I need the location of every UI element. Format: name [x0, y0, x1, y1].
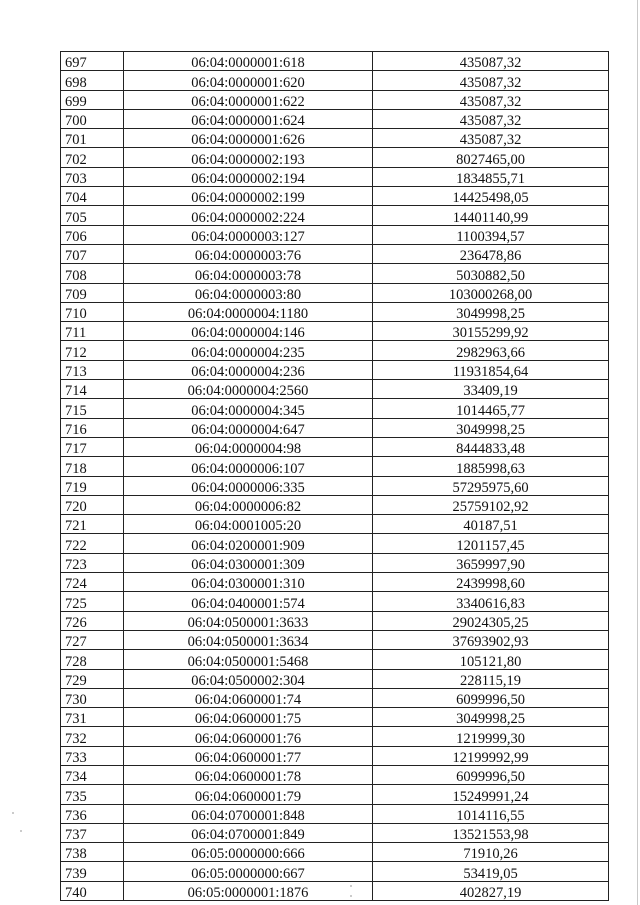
cadastral-value-cell: 6099996,50 [373, 688, 609, 707]
cadastral-number-cell: 06:04:0000001:624 [124, 109, 373, 128]
row-number-cell: 734 [61, 765, 124, 784]
cadastral-number-cell: 06:04:0300001:309 [124, 553, 373, 572]
row-number-cell: 736 [61, 804, 124, 823]
row-number-cell: 703 [61, 167, 124, 186]
cadastral-value-cell: 11931854,64 [373, 360, 609, 379]
row-number-cell: 724 [61, 573, 124, 592]
table-row [61, 302, 609, 321]
cadastral-value-cell: 3049998,25 [373, 418, 609, 437]
cadastral-number-cell: 06:04:0000004:236 [124, 360, 373, 379]
row-number-cell: 722 [61, 534, 124, 553]
cadastral-value-cell: 25759102,92 [373, 495, 609, 514]
table-row [61, 187, 609, 206]
row-number-cell: 733 [61, 746, 124, 765]
cadastral-value-cell: 1834855,71 [373, 167, 609, 186]
cadastral-number-cell: 06:04:0000006:335 [124, 476, 373, 495]
scan-speck [350, 885, 352, 887]
table-row [61, 476, 609, 495]
table-row [61, 592, 609, 611]
table-row [61, 650, 609, 669]
cadastral-number-cell: 06:04:0000001:620 [124, 71, 373, 90]
cadastral-number-cell: 06:05:0000001:1876 [124, 881, 373, 900]
cadastral-number-cell: 06:04:0700001:849 [124, 823, 373, 842]
table-row [61, 823, 609, 842]
row-number-cell: 702 [61, 148, 124, 167]
table-row [61, 90, 609, 109]
cadastral-number-cell: 06:04:0600001:75 [124, 708, 373, 727]
cadastral-value-cell: 1014116,55 [373, 804, 609, 823]
table-row [61, 630, 609, 649]
row-number-cell: 712 [61, 341, 124, 360]
cadastral-number-cell: 06:05:0000000:667 [124, 862, 373, 881]
table-row [61, 129, 609, 148]
cadastral-value-cell: 1100394,57 [373, 225, 609, 244]
cadastral-value-cell: 8027465,00 [373, 148, 609, 167]
cadastral-value-cell: 14425498,05 [373, 187, 609, 206]
cadastral-value-cell: 6099996,50 [373, 765, 609, 784]
cadastral-value-cell: 435087,32 [373, 129, 609, 148]
cadastral-value-cell: 228115,19 [373, 669, 609, 688]
cadastral-value-cell: 2439998,60 [373, 573, 609, 592]
row-number-cell: 730 [61, 688, 124, 707]
cadastral-number-cell: 06:04:0000004:2560 [124, 380, 373, 399]
table-row [61, 553, 609, 572]
table-row [61, 399, 609, 418]
scan-speck [350, 895, 352, 897]
cadastral-number-cell: 06:04:0600001:74 [124, 688, 373, 707]
cadastral-number-cell: 06:04:0000001:622 [124, 90, 373, 109]
cadastral-value-cell: 3049998,25 [373, 302, 609, 321]
table-row [61, 611, 609, 630]
table-row [61, 148, 609, 167]
row-number-cell: 713 [61, 360, 124, 379]
cadastral-number-cell: 06:04:0000004:345 [124, 399, 373, 418]
table-row [61, 804, 609, 823]
table-row [61, 225, 609, 244]
cadastral-number-cell: 06:04:0000002:194 [124, 167, 373, 186]
cadastral-number-cell: 06:04:0000004:1180 [124, 302, 373, 321]
cadastral-number-cell: 06:04:0000003:127 [124, 225, 373, 244]
table-row [61, 765, 609, 784]
table-row [61, 843, 609, 862]
table-row [61, 283, 609, 302]
cadastral-number-cell: 06:04:0000002:224 [124, 206, 373, 225]
cadastral-number-cell: 06:04:0500001:5468 [124, 650, 373, 669]
row-number-cell: 720 [61, 495, 124, 514]
row-number-cell: 708 [61, 264, 124, 283]
row-number-cell: 740 [61, 881, 124, 900]
cadastral-number-cell: 06:04:0000004:235 [124, 341, 373, 360]
cadastral-number-cell: 06:04:0000001:618 [124, 52, 373, 71]
table-row [61, 688, 609, 707]
cadastral-number-cell: 06:04:0000004:146 [124, 322, 373, 341]
cadastral-value-table [60, 51, 609, 901]
row-number-cell: 727 [61, 630, 124, 649]
table-row [61, 669, 609, 688]
cadastral-value-cell: 12199992,99 [373, 746, 609, 765]
table-row [61, 727, 609, 746]
cadastral-value-cell: 30155299,92 [373, 322, 609, 341]
row-number-cell: 698 [61, 71, 124, 90]
cadastral-number-cell: 06:04:0500002:304 [124, 669, 373, 688]
row-number-cell: 701 [61, 129, 124, 148]
row-number-cell: 710 [61, 302, 124, 321]
cadastral-value-cell: 33409,19 [373, 380, 609, 399]
cadastral-value-cell: 236478,86 [373, 244, 609, 263]
table-row [61, 746, 609, 765]
table-row [61, 341, 609, 360]
cadastral-number-cell: 06:04:0600001:77 [124, 746, 373, 765]
table-row [61, 380, 609, 399]
cadastral-number-cell: 06:04:0600001:76 [124, 727, 373, 746]
table-body [61, 52, 609, 901]
cadastral-value-cell: 13521553,98 [373, 823, 609, 842]
row-number-cell: 737 [61, 823, 124, 842]
table-row [61, 515, 609, 534]
cadastral-value-cell: 37693902,93 [373, 630, 609, 649]
table-row [61, 264, 609, 283]
cadastral-value-cell: 402827,19 [373, 881, 609, 900]
cadastral-value-cell: 1219999,30 [373, 727, 609, 746]
table-row [61, 360, 609, 379]
row-number-cell: 709 [61, 283, 124, 302]
scan-speck [12, 812, 14, 814]
cadastral-number-cell: 06:04:0000003:80 [124, 283, 373, 302]
row-number-cell: 706 [61, 225, 124, 244]
row-number-cell: 707 [61, 244, 124, 263]
row-number-cell: 718 [61, 457, 124, 476]
table-row [61, 109, 609, 128]
cadastral-value-cell: 1014465,77 [373, 399, 609, 418]
row-number-cell: 735 [61, 785, 124, 804]
cadastral-value-cell: 3340616,83 [373, 592, 609, 611]
row-number-cell: 723 [61, 553, 124, 572]
table-row [61, 495, 609, 514]
row-number-cell: 719 [61, 476, 124, 495]
cadastral-value-cell: 71910,26 [373, 843, 609, 862]
cadastral-number-cell: 06:04:0000002:193 [124, 148, 373, 167]
cadastral-number-cell: 06:04:0000002:199 [124, 187, 373, 206]
cadastral-number-cell: 06:04:0000001:626 [124, 129, 373, 148]
table-row [61, 457, 609, 476]
row-number-cell: 726 [61, 611, 124, 630]
row-number-cell: 704 [61, 187, 124, 206]
row-number-cell: 729 [61, 669, 124, 688]
row-number-cell: 728 [61, 650, 124, 669]
cadastral-number-cell: 06:04:0600001:79 [124, 785, 373, 804]
cadastral-value-cell: 2982963,66 [373, 341, 609, 360]
row-number-cell: 699 [61, 90, 124, 109]
table-row [61, 52, 609, 71]
table-row [61, 322, 609, 341]
cadastral-number-cell: 06:04:0000006:107 [124, 457, 373, 476]
cadastral-value-cell: 57295975,60 [373, 476, 609, 495]
cadastral-value-cell: 3659997,90 [373, 553, 609, 572]
cadastral-number-cell: 06:04:0700001:848 [124, 804, 373, 823]
row-number-cell: 714 [61, 380, 124, 399]
cadastral-value-cell: 14401140,99 [373, 206, 609, 225]
cadastral-number-cell: 06:04:0000004:647 [124, 418, 373, 437]
table-row [61, 785, 609, 804]
cadastral-value-cell: 40187,51 [373, 515, 609, 534]
row-number-cell: 705 [61, 206, 124, 225]
row-number-cell: 725 [61, 592, 124, 611]
row-number-cell: 732 [61, 727, 124, 746]
cadastral-value-cell: 435087,32 [373, 90, 609, 109]
cadastral-value-cell: 105121,80 [373, 650, 609, 669]
row-number-cell: 716 [61, 418, 124, 437]
row-number-cell: 715 [61, 399, 124, 418]
cadastral-value-cell: 1885998,63 [373, 457, 609, 476]
scan-speck [20, 830, 22, 832]
row-number-cell: 731 [61, 708, 124, 727]
cadastral-value-cell: 8444833,48 [373, 437, 609, 456]
cadastral-value-cell: 103000268,00 [373, 283, 609, 302]
table-row [61, 206, 609, 225]
table-row [61, 573, 609, 592]
row-number-cell: 711 [61, 322, 124, 341]
cadastral-value-cell: 3049998,25 [373, 708, 609, 727]
row-number-cell: 717 [61, 437, 124, 456]
table-row [61, 534, 609, 553]
table-row [61, 71, 609, 90]
cadastral-number-cell: 06:05:0000000:666 [124, 843, 373, 862]
table-row [61, 418, 609, 437]
cadastral-value-cell: 29024305,25 [373, 611, 609, 630]
cadastral-value-cell: 5030882,50 [373, 264, 609, 283]
cadastral-number-cell: 06:04:0000006:82 [124, 495, 373, 514]
row-number-cell: 738 [61, 843, 124, 862]
cadastral-number-cell: 06:04:0500001:3634 [124, 630, 373, 649]
cadastral-value-cell: 435087,32 [373, 71, 609, 90]
cadastral-number-cell: 06:04:0000004:98 [124, 437, 373, 456]
table-row [61, 437, 609, 456]
cadastral-value-cell: 53419,05 [373, 862, 609, 881]
table-row [61, 862, 609, 881]
row-number-cell: 697 [61, 52, 124, 71]
cadastral-number-cell: 06:04:0500001:3633 [124, 611, 373, 630]
table-row [61, 881, 609, 900]
row-number-cell: 739 [61, 862, 124, 881]
cadastral-number-cell: 06:04:0300001:310 [124, 573, 373, 592]
cadastral-number-cell: 06:04:0000003:76 [124, 244, 373, 263]
cadastral-number-cell: 06:04:0000003:78 [124, 264, 373, 283]
cadastral-number-cell: 06:04:0600001:78 [124, 765, 373, 784]
row-number-cell: 700 [61, 109, 124, 128]
cadastral-number-cell: 06:04:0200001:909 [124, 534, 373, 553]
row-number-cell: 721 [61, 515, 124, 534]
cadastral-value-cell: 1201157,45 [373, 534, 609, 553]
table-row [61, 244, 609, 263]
cadastral-number-cell: 06:04:0001005:20 [124, 515, 373, 534]
table-row [61, 167, 609, 186]
cadastral-value-cell: 15249991,24 [373, 785, 609, 804]
cadastral-value-cell: 435087,32 [373, 52, 609, 71]
page-edge [637, 0, 638, 905]
cadastral-number-cell: 06:04:0400001:574 [124, 592, 373, 611]
cadastral-value-cell: 435087,32 [373, 109, 609, 128]
table-row [61, 708, 609, 727]
